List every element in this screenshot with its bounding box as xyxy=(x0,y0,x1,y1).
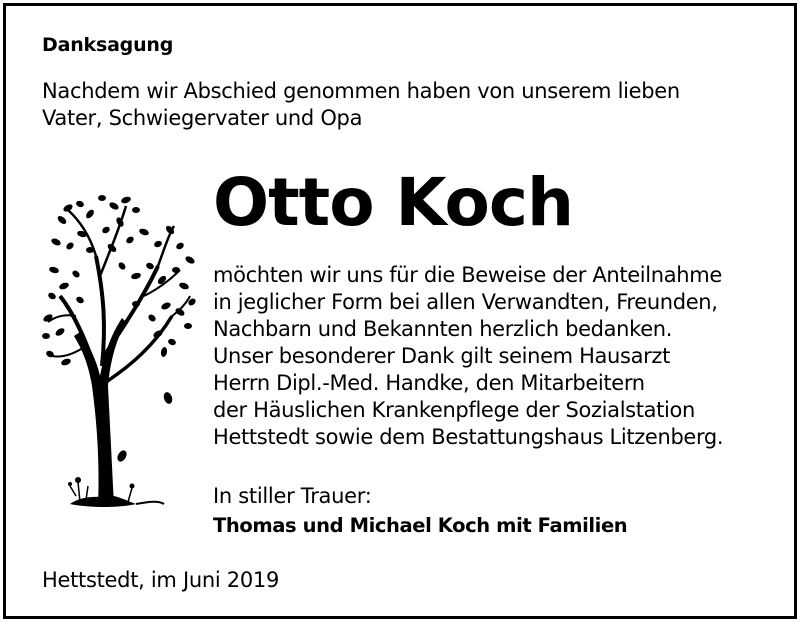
tree-silhouette-icon xyxy=(40,186,200,526)
thanks-text xyxy=(213,262,773,451)
intro-line: Nachdem wir Abschied genommen haben von unserem lieben xyxy=(42,79,680,103)
thanks-line: Herrn Dipl.-Med. Handke, den Mitarbeitern xyxy=(213,371,645,395)
thanks-line: möchten wir uns für die Beweise der Anteilnahme xyxy=(213,263,722,287)
thanks-line: Unser besonderer Dank gilt seinem Hausarzt xyxy=(213,344,670,368)
thanks-line: der Häuslichen Krankenpflege der Sozialstation xyxy=(213,398,695,422)
intro-line: Vater, Schwiegervater und Opa xyxy=(42,106,363,130)
thanks-line: Nachbarn und Bekannten herzlich bedanken. xyxy=(213,317,673,341)
mourners-names: Thomas und Michael Koch mit Familien xyxy=(213,514,628,537)
thanks-line: in jeglicher Form bei allen Verwandten, Freunden, xyxy=(213,290,718,314)
notice-heading: Danksagung xyxy=(42,34,174,56)
intro-text xyxy=(42,78,762,132)
place-and-date: Hettstedt, im Juni 2019 xyxy=(42,568,280,592)
mourning-label: In stiller Trauer: xyxy=(213,484,372,508)
thanks-line: Hettstedt sowie dem Bestattungshaus Litzenberg. xyxy=(213,425,724,449)
deceased-name: Otto Koch xyxy=(213,164,573,241)
